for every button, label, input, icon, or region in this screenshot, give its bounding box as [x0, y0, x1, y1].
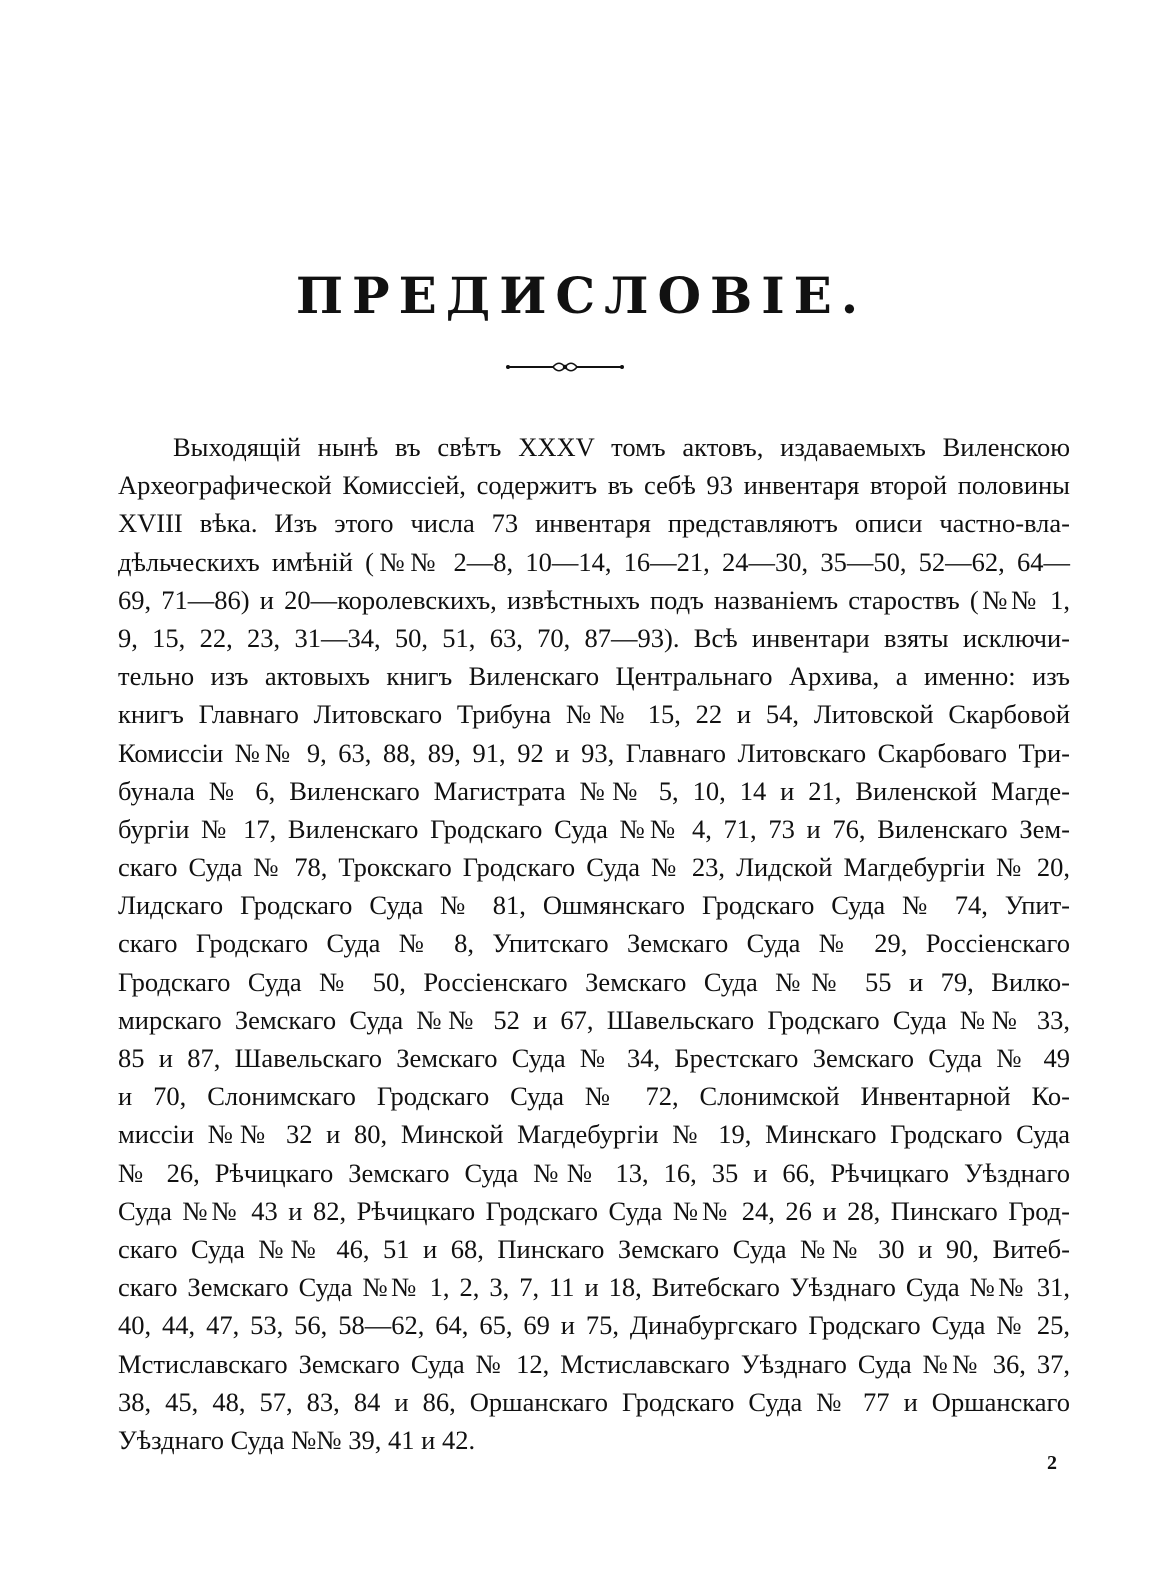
text-line: миссіи №№ 32 и 80, Минской Магдебургіи № 19, Минскаго Гродскаго Суда	[118, 1119, 1070, 1150]
text-line: 40, 44, 47, 53, 56, 58—62, 64, 65, 69 и 75, Динабургскаго Гродскаго Суда № 25,	[118, 1310, 1070, 1341]
text-line: бунала № 6, Виленскаго Магистрата №№ 5, 10, 14 и 21, Виленской Магде-	[118, 775, 1070, 806]
text-line: и 70, Слонимскаго Гродскаго Суда № 72, Слонимской Инвентарной Ко-	[118, 1081, 1070, 1112]
text-line: XVIII вѣка. Изъ этого числа 73 инвентаря представляютъ описи частно-вла-	[118, 508, 1070, 539]
text-line: 69, 71—86) и 20—королевскихъ, извѣстныхъ подъ названіемъ староствъ (№№ 1,	[118, 584, 1070, 615]
text-line: Мстиславскаго Земскаго Суда № 12, Мстиславскаго Уѣзднаго Суда №№ 36, 37,	[118, 1348, 1070, 1379]
text-line: Археографической Комиссіей, содержитъ въ себѣ 93 инвентаря второй половины	[118, 470, 1070, 501]
text-line: скаго Суда № 78, Трокскаго Гродскаго Суда № 23, Лидской Магдебургіи № 20,	[118, 852, 1070, 883]
text-line: Уѣзднаго Суда №№ 39, 41 и 42.	[118, 1424, 476, 1455]
page-title: ПРЕДИСЛОВІЕ.	[295, 266, 868, 325]
text-line: 38, 45, 48, 57, 83, 84 и 86, Оршанскаго Гродскаго Суда № 77 и Оршанскаго	[118, 1386, 1070, 1417]
text-line: мирскаго Земскаго Суда №№ 52 и 67, Шавельскаго Гродскаго Суда №№ 33,	[118, 1004, 1070, 1035]
text-line: скаго Суда №№ 46, 51 и 68, Пинскаго Земскаго Суда №№ 30 и 90, Витеб-	[118, 1233, 1070, 1264]
text-line: № 26, Рѣчицкаго Земскаго Суда №№ 13, 16, 35 и 66, Рѣчицкаго Уѣзднаго	[118, 1157, 1070, 1188]
text-line: Гродскаго Суда № 50, Россіенскаго Земскаго Суда №№ 55 и 79, Вилко-	[118, 966, 1070, 997]
text-line: бургіи № 17, Виленскаго Гродскаго Суда №№ 4, 71, 73 и 76, Виленскаго Зем-	[118, 813, 1070, 844]
text-line: Выходящій нынѣ въ свѣтъ XXXV томъ актовъ, издаваемыхъ Виленскою	[173, 432, 1070, 462]
text-line: Лидскаго Гродскаго Суда № 81, Ошмянскаго Гродскаго Суда № 74, Упит-	[118, 890, 1070, 921]
text-line: 85 и 87, Шавельскаго Земскаго Суда № 34, Брестскаго Земскаго Суда № 49	[118, 1043, 1070, 1073]
preface-paragraph	[118, 428, 1070, 1459]
page-number: 2	[1047, 1452, 1057, 1474]
text-line: тельно изъ актовыхъ книгъ Виленскаго Центральнаго Архива, а именно: изъ	[118, 661, 1070, 692]
text-line: книгъ Главнаго Литовскаго Трибуна №№ 15, 22 и 54, Литовской Скарбовой	[118, 699, 1070, 730]
text-line: дѣльческихъ имѣній (№№ 2—8, 10—14, 16—21, 24—30, 35—50, 52—62, 64—	[118, 546, 1070, 577]
text-line: Суда №№ 43 и 82, Рѣчицкаго Гродскаго Суда №№ 24, 26 и 28, Пинскаго Грод-	[118, 1195, 1070, 1226]
decorative-rule-icon	[505, 360, 625, 374]
text-line: скаго Земскаго Суда №№ 1, 2, 3, 7, 11 и 18, Витебскаго Уѣзднаго Суда №№ 31,	[118, 1272, 1070, 1303]
text-line: Комиссіи №№ 9, 63, 88, 89, 91, 92 и 93, Главнаго Литовскаго Скарбоваго Три-	[118, 737, 1070, 768]
text-line: 9, 15, 22, 23, 31—34, 50, 51, 63, 70, 87—93). Всѣ инвентари взяты исключи-	[118, 622, 1070, 653]
text-line: скаго Гродскаго Суда № 8, Упитскаго Земскаго Суда № 29, Россіенскаго	[118, 928, 1070, 959]
